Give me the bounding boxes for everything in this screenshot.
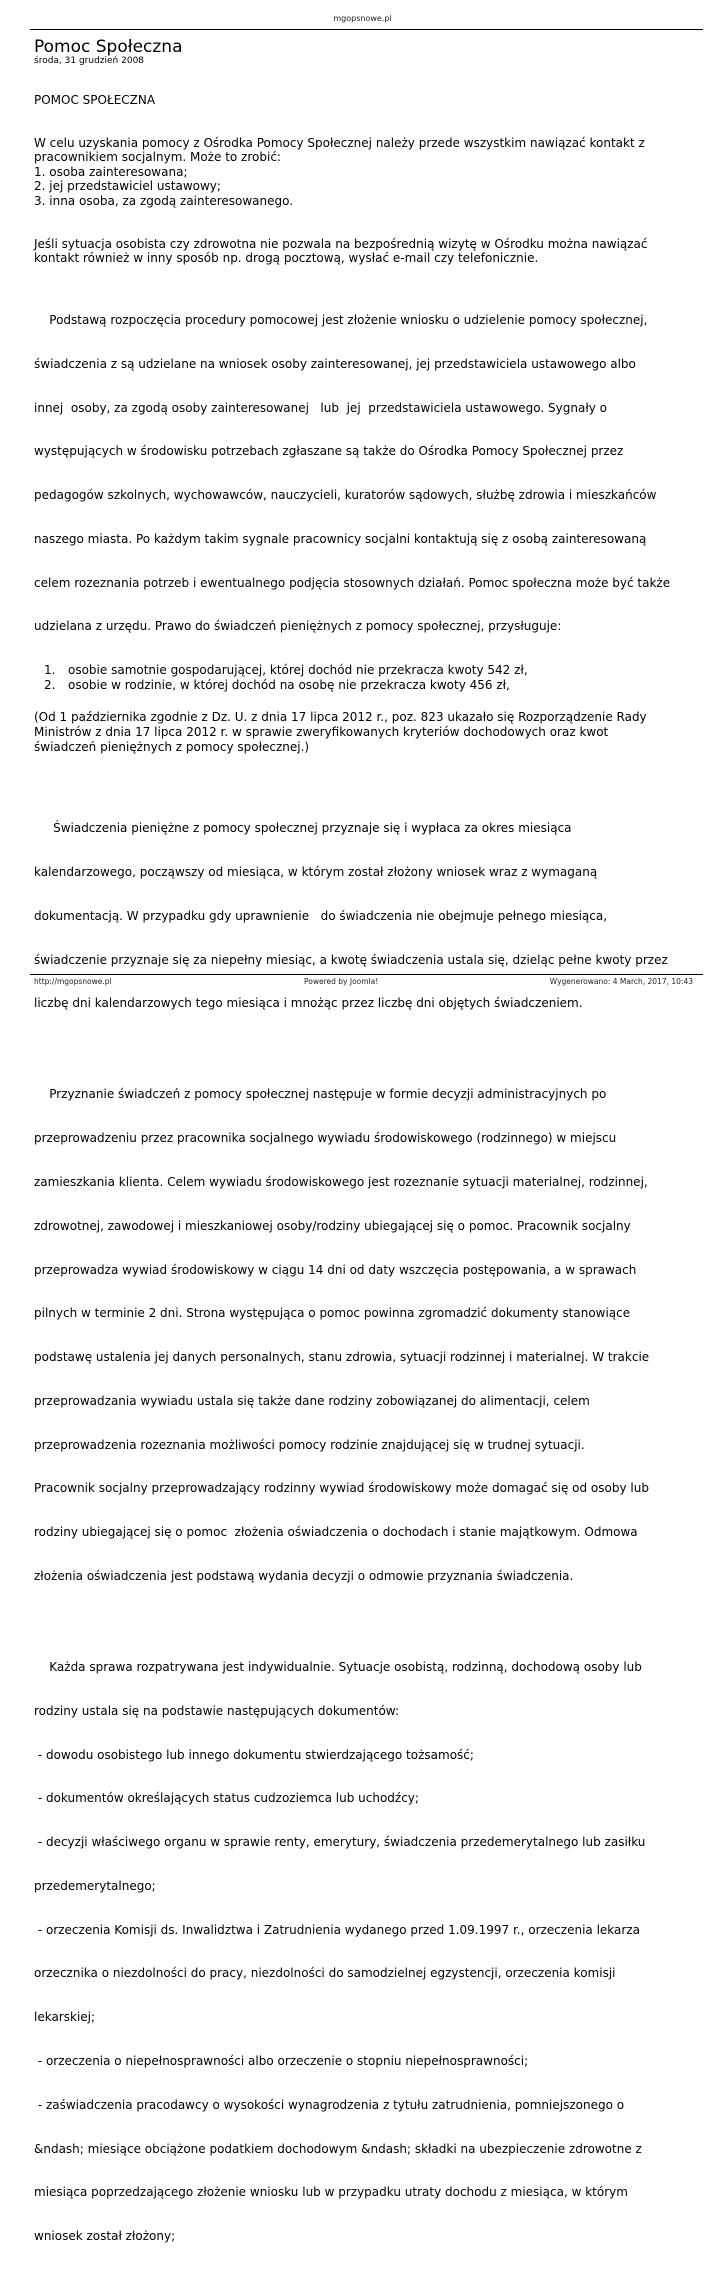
page-footer [34, 977, 693, 989]
list-number: 2. [44, 677, 56, 692]
text-line: 3. inna osoba, za zgodą zainteresowanego. [34, 193, 294, 208]
text-line: złożenia oświadczenia jest podstawą wydania decyzji o odmowie przyznania świadczenia. [34, 1569, 574, 1584]
text-line: pracownikiem socjalnym. Może to zrobić: [34, 150, 281, 165]
text-line: Pracownik socjalny przeprowadzający rodzinny wywiad środowiskowy może domagać się od osoby lub [34, 1481, 649, 1496]
text-line: Podstawą rozpoczęcia procedury pomocowej jest złożenie wniosku o udzielenie pomocy społecznej, [34, 312, 648, 327]
text-line: liczbę dni kalendarzowych tego miesiąca i mnożąc przez liczbę dni objętych świadczeniem. [34, 996, 583, 1011]
text-line: (Od 1 października zgodnie z Dz. U. z dnia 17 lipca 2012 r., poz. 823 ukazało się Rozporządzenie Rady [34, 710, 647, 725]
text-line: - decyzji właściwego organu w sprawie renty, emerytury, świadczenia przedemerytalnego lub zasiłku [34, 1835, 646, 1850]
text-line: udzielana z urzędu. Prawo do świadczeń pieniężnych z pomocy społecznej, przysługuje: [34, 619, 562, 634]
text-line: kalendarzowego, począwszy od miesiąca, w którym został złożony wniosek wraz z wymaganą [34, 865, 598, 880]
regulation-paragraph [34, 710, 694, 754]
text-line: - dowodu osobistego lub innego dokumentu stwierdzającego tożsamość; [34, 1747, 474, 1762]
article-date: środa, 31 grudzień 2008 [34, 56, 145, 66]
text-line: dokumentacją. W przypadku gdy uprawnienie do świadczenia nie obejmuje pełnego miesiąca, [34, 908, 608, 923]
text-line: pedagogów szkolnych, wychowawców, nauczycieli, kuratorów sądowych, służbę zdrowia i mieszkańców [34, 488, 657, 503]
text-line: rodziny ustala się na podstawie następujących dokumentów: [34, 1703, 399, 1718]
text-line: innej osoby, za zgodą osoby zainteresowanej lub jej przedstawiciela ustawowego. Sygnały o [34, 400, 608, 415]
text-line: - dokumentów określających status cudzoziemca lub uchodźcy; [34, 1791, 419, 1806]
article-title: Pomoc Społeczna [34, 37, 183, 57]
text-line: - zaświadczenia pracodawcy o wysokości wynagrodzenia z tytułu zatrudnienia, pomniejszonego o [34, 2097, 625, 2112]
list-item [34, 678, 694, 693]
text-line: przeprowadzeniu przez pracownika socjalnego wywiadu środowiskowego (rodzinnego) w miejscu [34, 1131, 617, 1146]
list-text: osobie samotnie gospodarującej, której dochód nie przekracza kwoty 542 zł, [68, 663, 528, 678]
text-line: przeprowadzenia rozeznania możliwości pomocy rodzinie znajdującej się w trudnej sytuacji. [34, 1437, 585, 1452]
footer-url-link[interactable]: http://mgopsnowe.pl [34, 977, 112, 986]
text-line: - orzeczenia Komisji ds. Inwalidztwa i Zatrudnienia wydanego przed 1.09.1997 r., orzeczenia lekarza [34, 1922, 640, 1937]
benefits-paragraph [34, 792, 694, 1040]
text-line: podstawę ustalenia jej danych personalnych, stanu zdrowia, sytuacji rodzinnej i materialnej. W trakcie [34, 1350, 650, 1365]
powered-by-link[interactable]: Powered by Joomla! [304, 977, 379, 986]
text-line: świadczenie przyznaje się za niepełny miesiąc, a kwotę świadczenia ustala się, dzieląc pełne kwoty przez [34, 952, 668, 967]
text-line: występujących w środowisku potrzebach zgłaszane są także do Ośrodka Pomocy Społecznej przez [34, 444, 624, 459]
text-line: &ndash; miesiące obciążone podatkiem dochodowym &ndash; składki na ubezpieczenie zdrowotne z [34, 2141, 642, 2156]
generated-timestamp: Wygenerowano: 4 March, 2017, 10:43 [549, 977, 693, 986]
text-line: kontakt również w inny sposób np. drogą pocztową, wysłać e-mail czy telefonicznie. [34, 251, 539, 266]
text-line: Ministrów z dnia 17 lipca 2012 r. w sprawie zweryfikowanych kryteriów dochodowych oraz kwot [34, 724, 609, 739]
documents-paragraph [34, 1631, 694, 2273]
text-line: orzecznika o niezdolności do pracy, niezdolności do samodzielnej egzystencji, orzeczenia komisji [34, 1966, 616, 1981]
text-line: rodziny ubiegającej się o pomoc złożenia oświadczenia o dochodach i stanie majątkowym. Odmowa [34, 1525, 638, 1540]
text-line: Przyznanie świadczeń z pomocy społecznej następuje w formie decyzji administracyjnych po [34, 1087, 607, 1102]
text-line: pilnych w terminie 2 dni. Strona występująca o pomoc powinna zgromadzić dokumenty stanowiące [34, 1306, 631, 1321]
text-line: Jeśli sytuacja osobista czy zdrowotna nie pozwala na bezpośrednią wizytę w Ośrodku można nawiązać [34, 236, 648, 251]
text-line: 1. osoba zainteresowana; [34, 164, 188, 179]
list-text: osobie w rodzinie, w której dochód na osobę nie przekracza kwoty 456 zł, [68, 677, 510, 692]
text-line: miesiąca poprzedzającego złożenie wniosku lub w przypadku utraty dochodu z miesiąca, w którym [34, 2185, 628, 2200]
text-line: przeprowadzania wywiadu ustala się także dane rodziny zobowiązanej do alimentacji, celem [34, 1393, 590, 1408]
top-divider [30, 29, 703, 30]
intro-paragraph [34, 136, 694, 209]
list-item [34, 663, 694, 678]
text-line: świadczenia z są udzielane na wniosek osoby zainteresowanej, jej przedstawiciela ustawowego albo [34, 356, 636, 371]
text-line: celem rozeznania potrzeb i ewentualnego podjęcia stosownych działań. Pomoc społeczna może być także [34, 575, 671, 590]
article-body [34, 93, 694, 2273]
text-line: Świadczenia pieniężne z pomocy społecznej przyznaje się i wypłaca za okres miesiąca [34, 821, 572, 836]
text-line: 2. jej przedstawiciel ustawowy; [34, 179, 221, 194]
income-list [34, 663, 694, 692]
section-heading: POMOC SPOŁECZNA [34, 93, 156, 107]
text-line: wniosek został złożony; [34, 2229, 176, 2244]
text-line: przedemerytalnego; [34, 1878, 156, 1893]
basis-paragraph [34, 284, 694, 663]
text-line: - orzeczenia o niepełnosprawności albo orzeczenie o stopniu niepełnosprawności; [34, 2054, 529, 2069]
footer-divider [30, 974, 703, 975]
contact-paragraph [34, 237, 694, 266]
text-line: naszego miasta. Po każdym takim sygnale pracownicy socjalni kontaktują się z osobą zainteresowaną [34, 531, 647, 546]
text-line: przeprowadza wywiad środowiskowy w ciągu 14 dni od daty wszczęcia postępowania, a w sprawach [34, 1262, 637, 1277]
decision-paragraph [34, 1058, 694, 1613]
text-line: zamieszkania klienta. Celem wywiadu środowiskowego jest rozeznanie sytuacji materialnej, rodzinnej, [34, 1175, 648, 1189]
site-domain: mgopsnowe.pl [333, 14, 392, 23]
text-line: świadczeń pieniężnych z pomocy społecznej.) [34, 739, 310, 754]
list-number: 1. [44, 663, 56, 678]
text-line: W celu uzyskania pomocy z Ośrodka Pomocy Społecznej należy przede wszystkim nawiązać kontakt z [34, 135, 645, 150]
text-line: zdrowotnej, zawodowej i mieszkaniowej osoby/rodziny ubiegającej się o pomoc. Pracownik socjalny [34, 1218, 631, 1233]
text-line: Każda sprawa rozpatrywana jest indywidualnie. Sytuacje osobistą, rodzinną, dochodową osoby lub [34, 1660, 642, 1674]
text-line: lekarskiej; [34, 2010, 96, 2025]
